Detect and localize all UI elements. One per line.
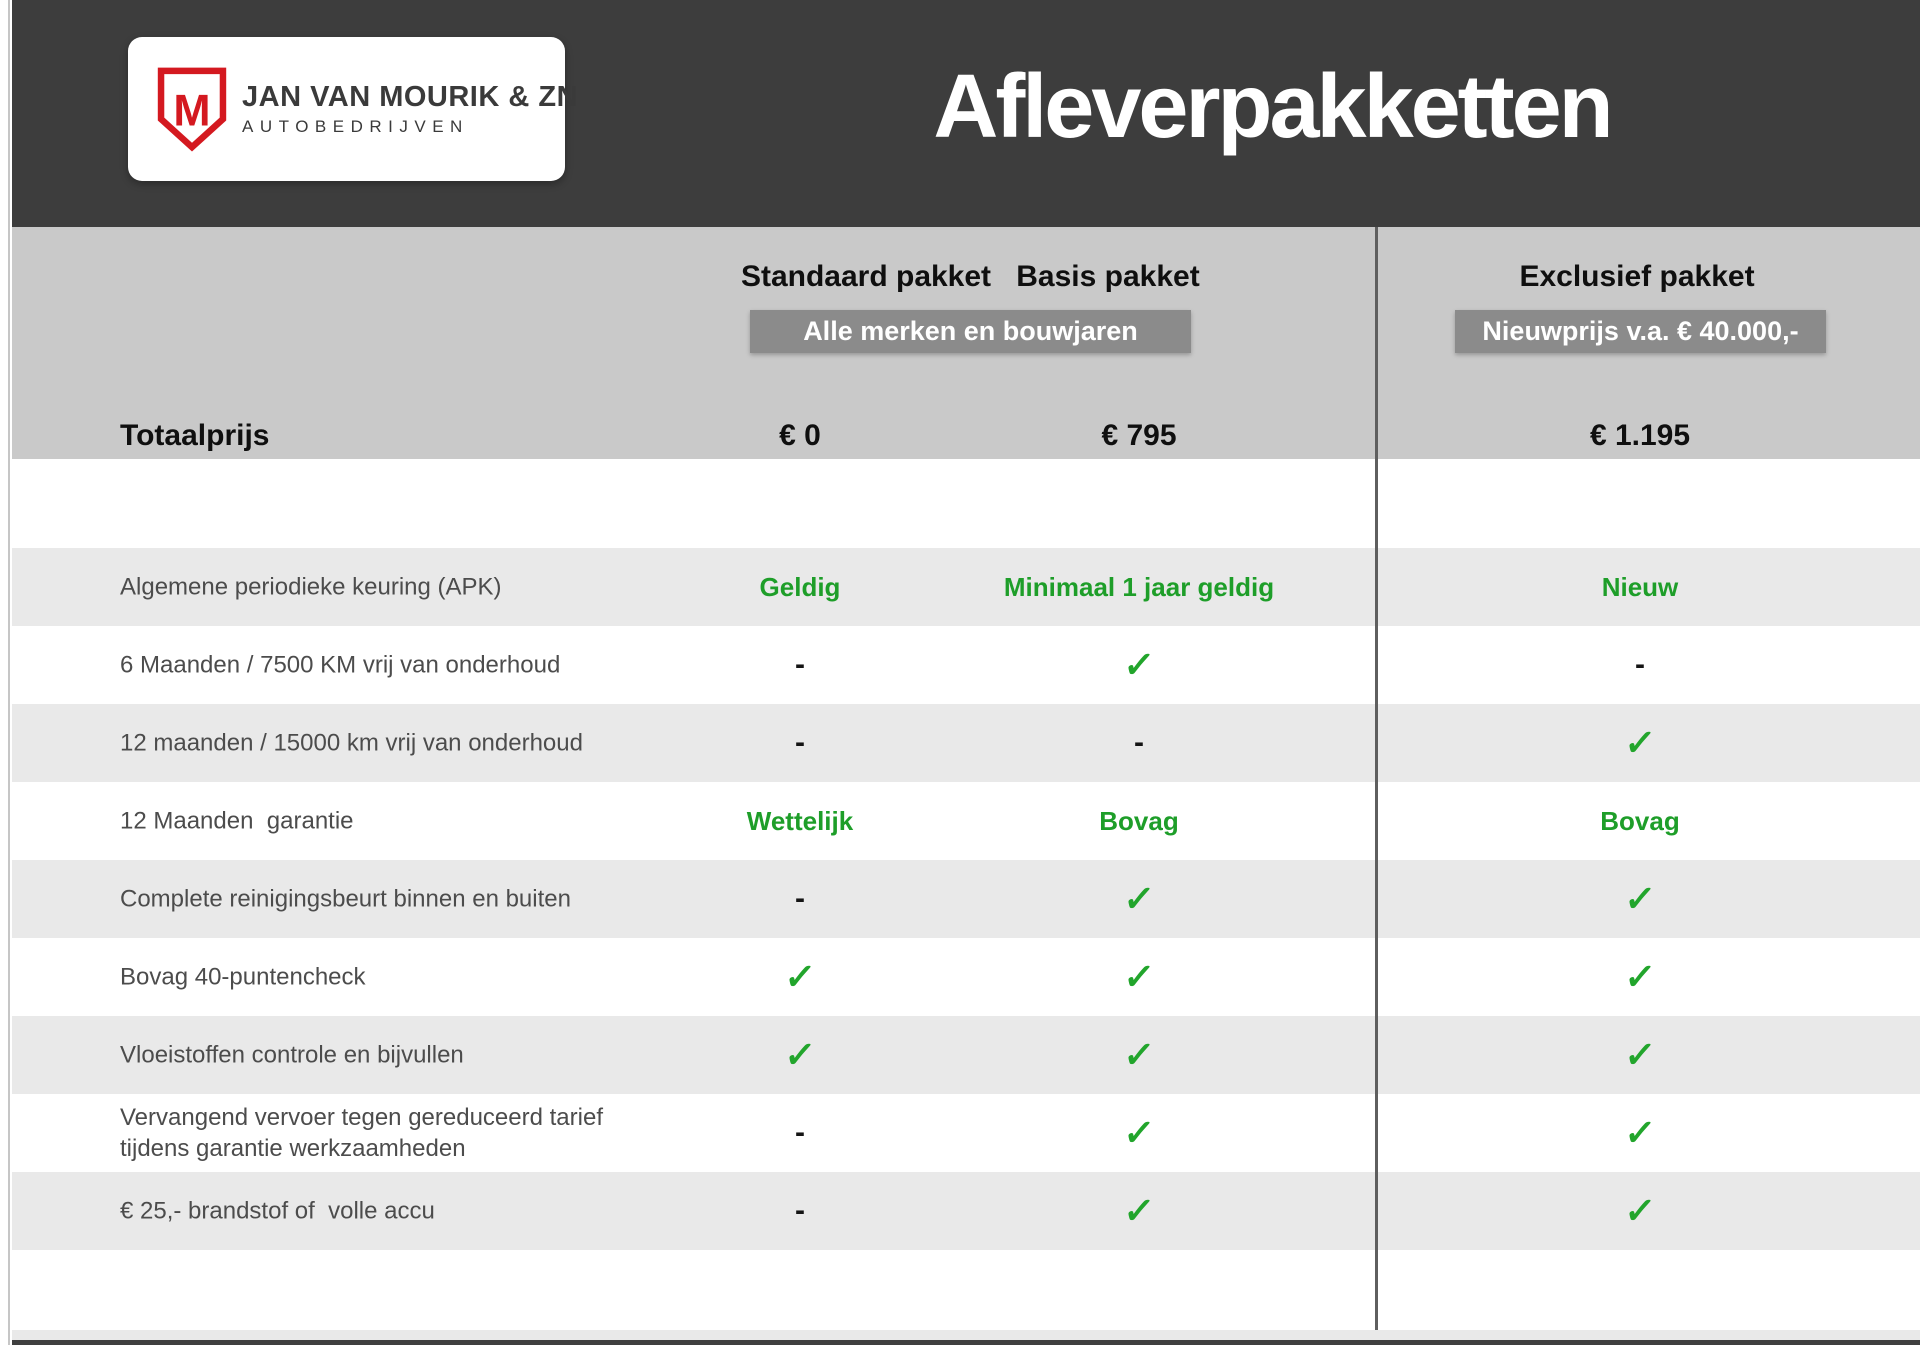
feature-label: Algemene periodieke keuring (APK) [120,573,502,601]
brand-monogram: M [173,86,211,136]
feature-value-basis: - [1134,726,1144,759]
feature-value-exclusief: ✓ [1622,1034,1658,1075]
feature-label: Bovag 40-puntencheck [120,963,366,991]
feature-value-exclusief: Nieuw [1601,571,1679,602]
feature-value-exclusief: - [1635,648,1645,681]
column-header-standaard: Standaard pakket [740,260,992,293]
feature-value-exclusief: ✓ [1622,1190,1658,1231]
feature-label: € 25,- brandstof of volle accu [120,1197,435,1225]
feature-row [12,860,1920,938]
column-divider-line [1375,227,1378,1345]
logo-text-block [242,82,578,136]
feature-row [12,626,1920,704]
top-header-bar [12,0,1920,227]
column-header-exclusief: Exclusief pakket [1519,260,1755,293]
feature-label: Vloeistoffen controle en bijvullen [120,1041,464,1069]
feature-row [12,1016,1920,1094]
left-margin-line [8,0,10,1345]
feature-value-basis: Bovag [1099,805,1179,836]
feature-value-basis: ✓ [1121,878,1157,919]
feature-label: 6 Maanden / 7500 KM vrij van onderhoud [120,651,561,679]
feature-rows [12,548,1920,1250]
bottom-gray-bar [12,1330,1920,1340]
feature-value-standaard: ✓ [782,956,818,997]
feature-value-standaard: - [795,1194,805,1227]
feature-value-standaard: - [795,726,805,759]
brand-shield-icon [156,65,228,153]
exclusief-badge: Nieuwprijs v.a. € 40.000,- [1455,310,1826,353]
total-price-exclusief: € 1.195 [1589,419,1691,452]
feature-value-basis: Minimaal 1 jaar geldig [1003,571,1275,602]
feature-value-basis: ✓ [1121,1190,1157,1231]
feature-value-basis: ✓ [1121,956,1157,997]
logo-card [128,37,579,181]
feature-value-exclusief: ✓ [1622,956,1658,997]
feature-label: 12 maanden / 15000 km vrij van onderhoud [120,729,583,757]
total-price-basis: € 795 [1101,419,1177,452]
feature-row [12,782,1920,860]
feature-value-standaard: Wettelijk [746,805,854,836]
feature-label: Vervangend vervoer tegen gereduceerd tarief tijdens garantie werkzaamheden [120,1103,610,1162]
total-price-standaard: € 0 [779,419,821,452]
feature-label: 12 Maanden garantie [120,807,354,835]
feature-value-exclusief: ✓ [1622,722,1658,763]
total-price-label: Totaalprijs [120,419,270,452]
feature-value-standaard: - [795,882,805,915]
feature-row [12,548,1920,626]
feature-label: Complete reinigingsbeurt binnen en buiten [120,885,571,913]
bottom-dark-bar [12,1340,1920,1345]
column-header-basis: Basis pakket [1016,260,1200,293]
feature-row [12,1094,1920,1172]
feature-row [12,704,1920,782]
feature-value-standaard: ✓ [782,1034,818,1075]
feature-value-basis: ✓ [1121,1034,1157,1075]
feature-value-basis: ✓ [1121,1112,1157,1153]
feature-value-standaard: Geldig [759,571,841,602]
feature-value-exclusief: ✓ [1622,878,1658,919]
shared-badge: Alle merken en bouwjaren [750,310,1191,353]
feature-value-exclusief: Bovag [1600,805,1680,836]
page-title: Afleverpakketten [933,57,1611,157]
feature-row [12,1172,1920,1250]
feature-value-exclusief: ✓ [1622,1112,1658,1153]
feature-value-standaard: - [795,1116,805,1149]
company-name: JAN VAN MOURIK & ZN [242,80,579,113]
feature-row [12,938,1920,1016]
company-subtitle: AUTOBEDRIJVEN [242,117,469,137]
feature-value-standaard: - [795,648,805,681]
feature-value-basis: ✓ [1121,644,1157,685]
